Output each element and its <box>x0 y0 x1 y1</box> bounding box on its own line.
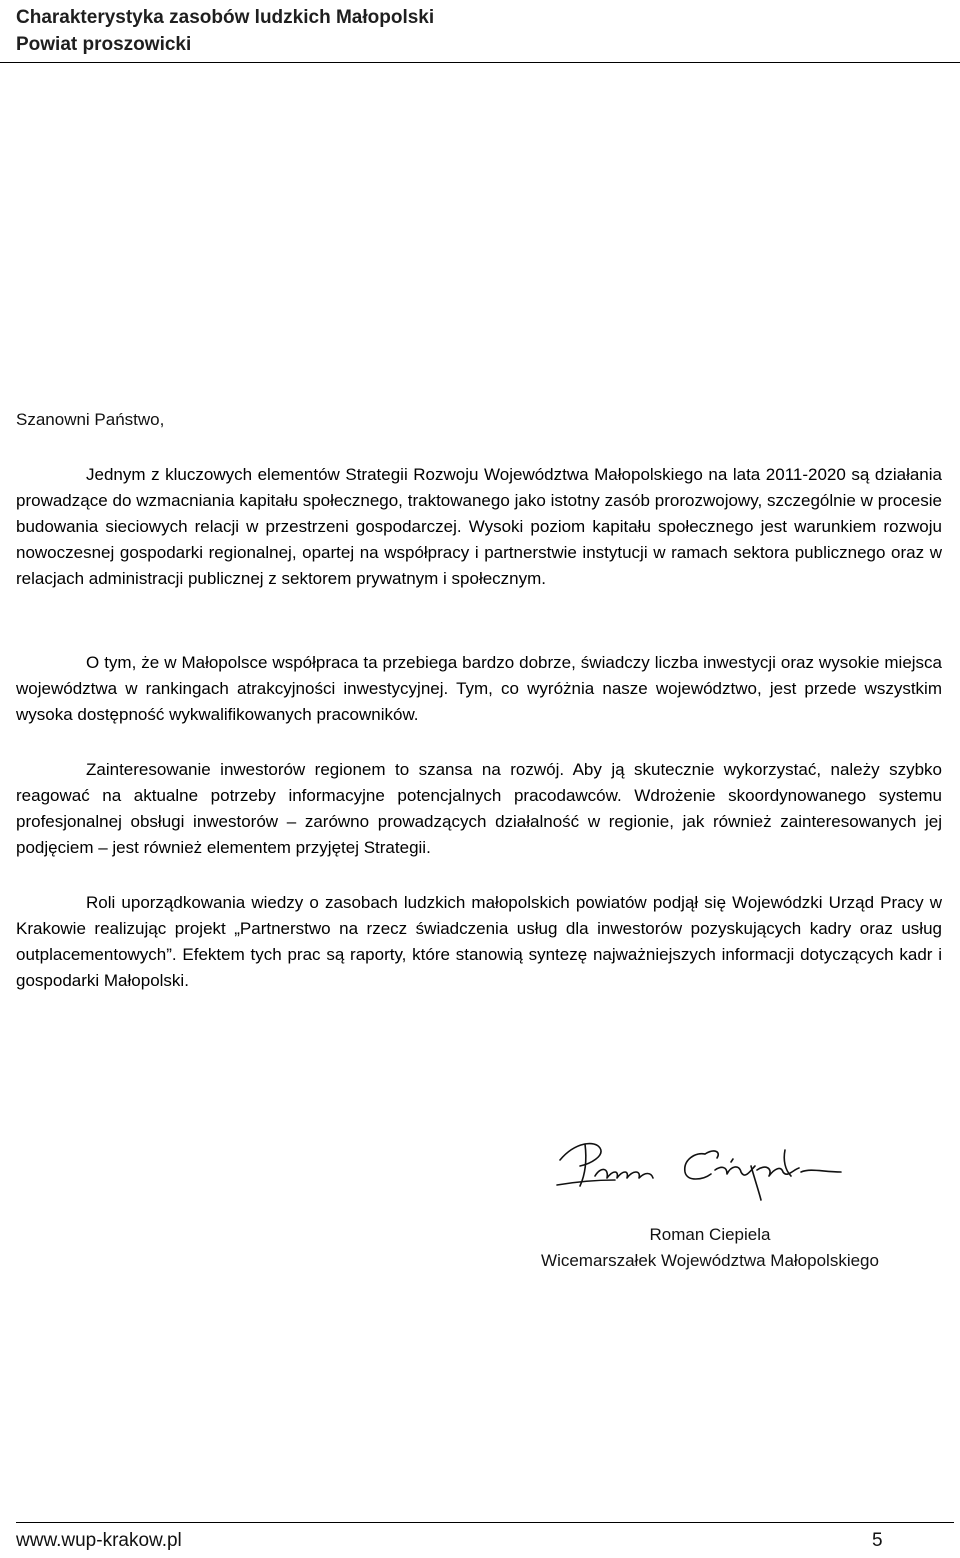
signatory-name: Roman Ciepiela <box>649 1225 771 1244</box>
page-header <box>16 4 956 58</box>
handwritten-signature <box>555 1130 855 1210</box>
footer-website-link[interactable]: www.wup-krakow.pl <box>16 1530 182 1551</box>
letter-paragraph-3 <box>16 757 942 861</box>
paragraph-2-text: O tym, że w Małopolsce współpraca ta przebiega bardzo dobrze, świadczy liczba inwestycji oraz wysokie miejsca województwa w rankingach atrakcyjności inwestycyjnej. Tym, co wyróżnia nasze województwo, jest przede wszystkim wysoka dostępność wykwalifikowanych pracowników. <box>16 653 942 724</box>
paragraph-3-text: Zainteresowanie inwestorów regionem to szansa na rozwój. Aby ją skutecznie wykorzystać, należy szybko reagować na aktualne potrzeby informacyjne potencjalnych pracodawców. Wdrożenie skoordynowanego systemu profesjonalnej obsługi inwestorów – zarówno prowadzących działalność w regionie, jak również zainteresowanych jej podjęciem – jest również elementem przyjętej Strategii. <box>16 760 942 857</box>
letter-paragraph-1 <box>16 462 942 592</box>
paragraph-1-text: Jednym z kluczowych elementów Strategii Rozwoju Województwa Małopolskiego na lata 2011-2020 są działania prowadzące do wzmacniania kapitału społecznego, traktowanego jako istotny zasób prorozwojowy, szczególnie w procesie budowania sieciowych relacji w przestrzeni gospodarczej. Wysoki poziom kapitału społecznego jest warunkiem rozwoju nowoczesnej gospodarki regionalnej, opartej na współpracy i partnerstwie instytucji w ramach sektora publicznego oraz w relacjach administracji publicznej z sektorem prywatnym i społecznym. <box>16 465 942 588</box>
header-divider <box>0 62 960 63</box>
signatory-role: Wicemarszałek Województwa Małopolskiego <box>541 1251 879 1270</box>
paragraph-4-text: Roli uporządkowania wiedzy o zasobach ludzkich małopolskich powiatów podjął się Wojewódzki Urząd Pracy w Krakowie realizując projekt „Partnerstwo na rzecz świadczenia usług dla inwestorów pozyskujących kadry oraz usług outplacementowych”. Efektem tych prac są raporty, które stanowią syntezę najważniejszych informacji dotyczących kadr i gospodarki Małopolski. <box>16 893 942 990</box>
header-title-line1: Charakterystyka zasobów ludzkich Małopolski <box>16 7 435 28</box>
footer-divider <box>16 1522 954 1523</box>
letter-paragraph-2 <box>16 650 942 728</box>
page-number: 5 <box>872 1530 883 1551</box>
letter-paragraph-4 <box>16 890 942 994</box>
letter-greeting: Szanowni Państwo, <box>16 410 165 429</box>
header-title-line2: Powiat proszowicki <box>16 34 192 55</box>
